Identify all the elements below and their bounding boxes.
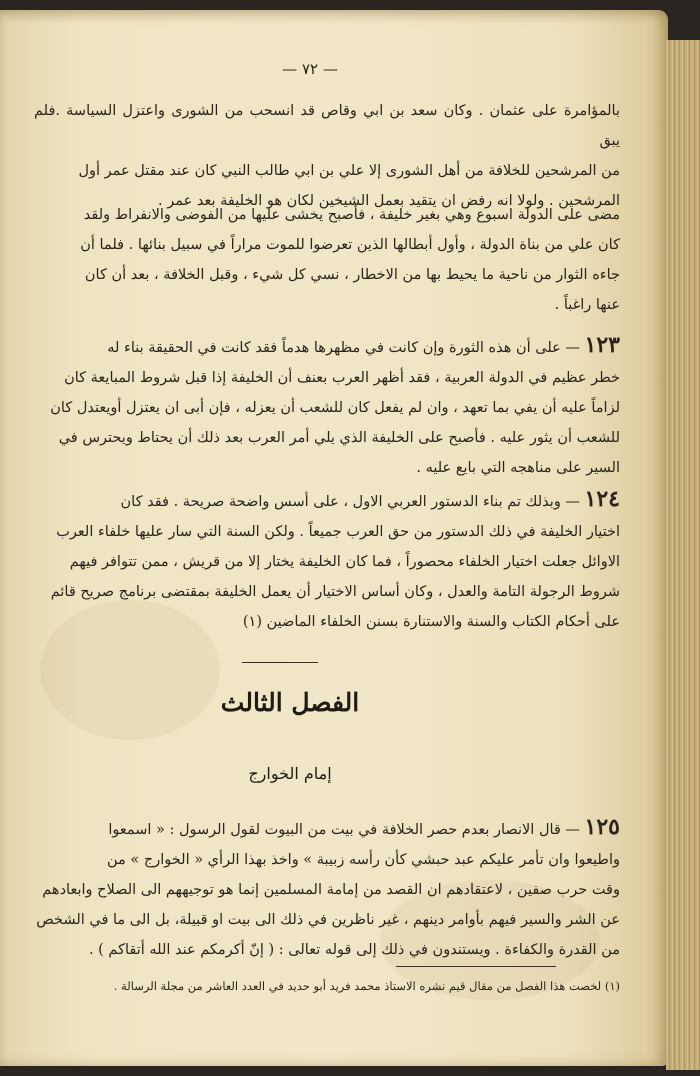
paragraph-125	[34, 812, 620, 965]
text-line: كان علي من بناة الدولة ، وأول أبطالها الذين تعرضوا للموت مراراً في سبيل بنائها . فلما أن	[80, 237, 620, 253]
chapter-subheading: إمام الخوارج	[248, 764, 332, 783]
chapter-heading: الفصل الثالث	[220, 688, 360, 717]
text-line	[34, 812, 620, 845]
text-line: جاءه الثوار من ناحية ما يحيط بها من الاخطار ، نسي كل شيء ، وقبل الخلافة ، بعد أن كان	[84, 267, 620, 283]
text-line: بالمؤامرة على عثمان . وكان سعد بن ابي وقاص قد انسحب من الشورى واعتزل السياسة .فلم يبق	[34, 103, 620, 149]
text-line: من المرشحين للخلافة من أهل الشورى إلا علي بن ابي طالب النبي كان عند مقتل عمر أول	[78, 163, 620, 179]
paragraph-124	[34, 484, 620, 637]
paragraph-number: ١٢٣	[584, 332, 620, 358]
text-line: لزاماً عليه أن يفي بما تعهد ، وان لم يفعل كان للشعب أن يعزله ، فإن أبى ان يعتزل أويعتدل كان	[50, 400, 620, 416]
page-number: — ٧٢ —	[282, 60, 338, 78]
text-line: مضى على الدولة اسبوع وهي بغير خليفة ، فأصبح يخشى عليها من الفوضى والانفراط ولقد	[83, 207, 620, 223]
text-line: عن الشر والسير فيهم بأوامر دينهم ، غير ناظرين في ذلك الى بيت او قبيلة، بل الى ما في الشخص	[36, 912, 620, 928]
text-line: خطر عظيم في الدولة العربية ، فقد أظهر العرب بعنف أن الخليفة إذا قبل شروط المبايعة كان	[64, 370, 620, 386]
text-line: وقت حرب صفين ، لاعتقادهم ان القصد من إمامة المسلمين إنما هو توجيههم الى الصلاح وابعادهم	[42, 882, 620, 898]
text-line	[34, 484, 620, 517]
paragraph-number: ١٢٥	[584, 814, 620, 840]
text-line: شروط الرجولة التامة والعدل ، وكان أساس الاختيار أن يعمل الخليفة بمقتضى برنامج صريح قائم	[50, 584, 620, 600]
text-line: من القدرة والكفاءة . ويستندون في ذلك إلى قوله تعالى : ( إنّ أكرمكم عند الله أتقاكم ) .	[88, 942, 620, 958]
page-edge-stack	[666, 40, 700, 1070]
footnote-divider	[396, 966, 556, 967]
text-line	[34, 330, 620, 363]
paragraph-number: ١٢٤	[584, 486, 620, 512]
text-line: المرشحين . ولولا انه رفض ان يتقيد بعمل الشيخين لكان هو الخليفة بعد عمر .	[158, 193, 620, 209]
text-line-content: — وبذلك تم بناء الدستور العربي الاول ، على أسس واضحة صريحة . فقد كان	[120, 494, 580, 510]
footnote: (١) لخصت هذا الفصل من مقال قيم نشره الاستاذ محمد فريد أبو حديد في العدد العاشر من مجلة الرسالة .	[113, 979, 620, 993]
text-line: الاوائل جعلت اختيار الخلفاء محصوراً ، فما كان الخليفة يختار إلا من قريش ، ممن تتوافر فيهم	[69, 554, 620, 570]
paragraph-123	[34, 330, 620, 483]
text-line: عنها راغباً .	[554, 297, 620, 313]
text-line: السير على مناهجه التي بايع عليه .	[416, 460, 620, 476]
text-line-content: — على أن هذه الثورة وإن كانت في مظهرها هدماً فقد كانت في الحقيقة بناء له	[107, 340, 580, 356]
text-line: للشعب أن يثور عليه . فأصبح على الخليفة الذي يلي أمر العرب بعد ذلك أن يحتاط ويحترس في	[58, 430, 620, 446]
text-line: واطيعوا وان تأمر عليكم عبد حبشي كأن رأسه زبيبة » واخذ بهذا الرأي « الخوارج » من	[107, 852, 620, 868]
text-line: اختيار الخليفة في ذلك الدستور من حق العرب جميعاً . ولكن السنة التي سار عليها خلفاء العرب	[56, 524, 620, 540]
paragraph-succession	[34, 200, 620, 320]
paragraph-continuation	[34, 96, 620, 216]
text-line: على أحكام الكتاب والسنة والاستنارة بسنن الخلفاء الماضين (١)	[242, 614, 620, 630]
text-line-content: — قال الانصار بعدم حصر الخلافة في بيت من البيوت لقول الرسول : « اسمعوا	[108, 822, 580, 838]
section-divider	[242, 662, 318, 663]
